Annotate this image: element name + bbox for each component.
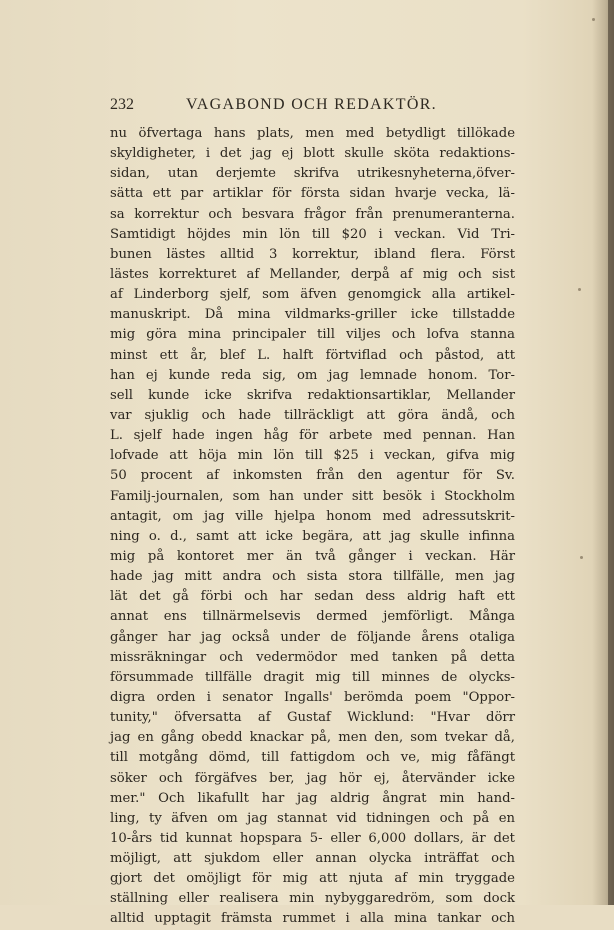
text-line: nu öfvertaga hans plats, men med betydligt tillökade bbox=[110, 126, 515, 141]
page-number: 232 bbox=[110, 96, 134, 113]
text-line: sidan, utan derjemte skrifva utrikesnyheterna,öfver- bbox=[110, 166, 515, 182]
text-line: lofvade att höja min lön till $25 i veckan, gifva mig bbox=[110, 448, 515, 464]
text-line: sätta ett par artiklar för första sidan hvarje vecka, lä- bbox=[110, 186, 515, 202]
text-line: till motgång dömd, till fattigdom och ve, mig fåfängt bbox=[110, 750, 515, 766]
text-line: manuskript. Då mina vildmarks-griller icke tillstadde bbox=[110, 307, 515, 323]
text-line: mig på kontoret mer än två gånger i veckan. Här bbox=[110, 548, 515, 564]
text-line: 10-års tid kunnat hopspara 5- eller 6,000 dollars, är det bbox=[110, 830, 515, 846]
text-line: mig göra mina principaler till viljes och lofva stanna bbox=[110, 327, 515, 343]
paper-speck bbox=[592, 18, 595, 21]
text-line: lästes korrekturet af Mellander, derpå af mig och sist bbox=[110, 266, 515, 282]
text-line: minst ett år, blef L. halft förtviflad och påstod, att bbox=[110, 347, 515, 363]
text-line: han ej kunde reda sig, om jag lemnade honom. Tor- bbox=[110, 367, 515, 383]
text-line: sell kunde icke skrifva redaktionsartiklar, Mellander bbox=[110, 387, 515, 403]
text-line: bunen lästes alltid 3 korrektur, ibland flera. Först bbox=[110, 246, 515, 262]
running-head: VAGABOND OCH REDAKTÖR. bbox=[186, 96, 437, 113]
text-line: skyldigheter, i det jag ej blott skulle sköta redaktions- bbox=[110, 146, 515, 162]
text-line: antagit, om jag ville hjelpa honom med adressutskrit- bbox=[110, 508, 515, 524]
page-header bbox=[110, 96, 530, 118]
text-line: lät det gå förbi och har sedan dess aldrig haft ett bbox=[110, 589, 515, 605]
text-line: sa korrektur och besvara frågor från prenumeranterna. bbox=[110, 206, 515, 222]
text-line: Familj-journalen, som han under sitt besök i Stockholm bbox=[110, 488, 515, 504]
paper-speck bbox=[578, 288, 581, 291]
text-line: missräkningar och vedermödor med tanken på detta bbox=[110, 649, 515, 665]
text-line: söker och förgäfves ber, jag hör ej, återvänder icke bbox=[110, 770, 515, 786]
text-line: gjort det omöjligt för mig att njuta af min tryggade bbox=[110, 871, 515, 887]
text-line: gånger har jag också under de följande årens otaliga bbox=[110, 629, 515, 645]
text-line: hade jag mitt andra och sista stora tillfälle, men jag bbox=[110, 569, 515, 585]
text-line: af Linderborg sjelf, som äfven genomgick alla artikel- bbox=[110, 287, 515, 303]
text-line: möjligt, att sjukdom eller annan olycka inträffat och bbox=[110, 851, 515, 867]
text-line: tunity," öfversatta af Gustaf Wicklund: "Hvar dörr bbox=[110, 710, 515, 726]
text-line: alltid upptagit främsta rummet i alla mina tankar och bbox=[110, 911, 515, 927]
body-text bbox=[110, 124, 515, 930]
text-line: ställning eller realisera min nybyggaredröm, som dock bbox=[110, 891, 515, 907]
book-edge bbox=[608, 0, 614, 905]
text-line: Samtidigt höjdes min lön till $20 i veckan. Vid Tri- bbox=[110, 226, 515, 242]
text-line: mer." Och likafullt har jag aldrig ångrat min hand- bbox=[110, 790, 515, 806]
text-line: försummade tillfälle dragit mig till minnes de olycks- bbox=[110, 669, 515, 685]
paper-speck bbox=[580, 556, 583, 559]
text-line: var sjuklig och hade tillräckligt att göra ändå, och bbox=[110, 407, 515, 423]
text-line: L. sjelf hade ingen håg för arbete med pennan. Han bbox=[110, 428, 515, 444]
text-line: 50 procent af inkomsten från den agentur för Sv. bbox=[110, 468, 515, 484]
text-line: jag en gång obedd knackar på, men den, som tvekar då, bbox=[110, 730, 515, 746]
text-line: ning o. d., samt att icke begära, att jag skulle infinna bbox=[110, 528, 515, 544]
text-line: digra orden i senator Ingalls' berömda poem "Oppor- bbox=[110, 689, 515, 705]
text-line: ling, ty äfven om jag stannat vid tidningen och på en bbox=[110, 810, 515, 826]
text-line: annat ens tillnärmelsevis dermed jemförligt. Många bbox=[110, 609, 515, 625]
